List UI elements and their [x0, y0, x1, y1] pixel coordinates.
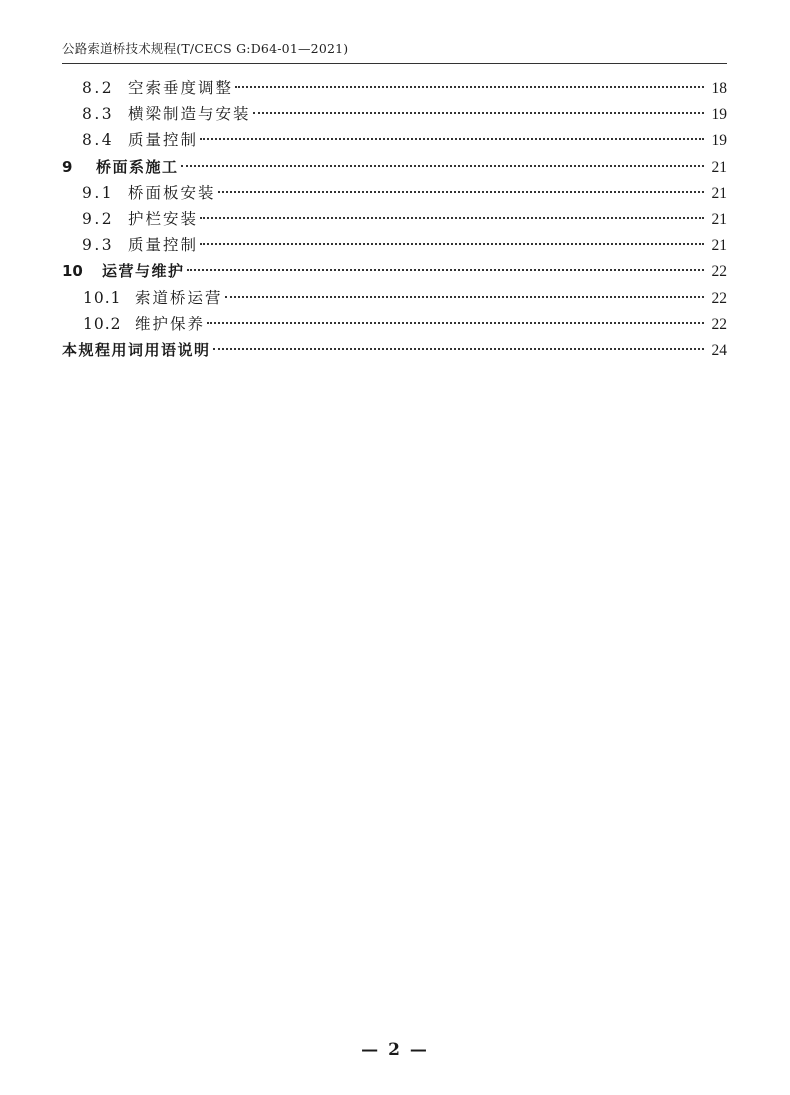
toc-chapter-page: 22	[711, 263, 727, 281]
toc-chapter-page: 21	[711, 158, 727, 176]
toc-entry-page: 21	[711, 210, 727, 228]
toc-entry-number: 9.2	[82, 209, 115, 228]
dot-leader	[213, 348, 704, 350]
page-number: — 2 —	[361, 1040, 429, 1060]
dot-leader	[218, 191, 704, 193]
toc-chapter-number: 9	[62, 157, 73, 176]
toc-entry-page: 21	[711, 237, 727, 255]
toc-entry-number: 9.1	[82, 183, 115, 202]
dot-leader	[181, 165, 704, 167]
dot-leader	[207, 322, 704, 324]
dot-leader	[253, 112, 704, 114]
toc-entry-10-2[interactable]	[62, 311, 727, 337]
toc-entry-title: 横梁制造与安装	[128, 105, 251, 124]
toc-entry-page: 19	[711, 106, 727, 124]
toc-entry-number: 8.4	[82, 131, 115, 150]
toc-entry-8-3[interactable]	[62, 101, 727, 127]
toc-entry-page: 18	[711, 80, 727, 97]
header-rule	[62, 63, 727, 64]
toc-entry-title: 质量控制	[128, 131, 199, 150]
toc-chapter-number: 10	[62, 262, 83, 281]
toc-entry-9-2[interactable]	[62, 206, 727, 232]
toc-entry-title: 维护保养	[135, 314, 206, 333]
toc-entry-title: 桥面板安装	[128, 183, 216, 202]
toc-entry-page: 21	[711, 184, 727, 202]
toc-entry-8-2[interactable]	[62, 75, 727, 101]
toc-chapter-9[interactable]	[62, 154, 727, 180]
toc-entry-title: 护栏安装	[128, 209, 199, 228]
toc-entry-terminology[interactable]	[62, 337, 727, 363]
toc-chapter-10[interactable]	[62, 258, 727, 284]
dot-leader	[187, 269, 704, 271]
toc-chapter-title: 运营与维护	[102, 262, 185, 281]
toc-entry-number: 10.1	[83, 288, 122, 307]
dot-leader	[200, 217, 704, 219]
toc-entry-number: 9.3	[82, 236, 115, 255]
running-header: 公路索道桥技术规程(T/CECS G:D64-01—2021)	[62, 41, 349, 56]
toc-chapter-title: 本规程用词用语说明	[62, 340, 211, 359]
toc-chapter-title: 桥面系施工	[96, 157, 179, 176]
dot-leader	[225, 296, 704, 298]
toc-entry-number: 8.2	[82, 79, 115, 97]
toc-entry-page: 22	[711, 315, 727, 333]
toc-entry-9-3[interactable]	[62, 232, 727, 258]
toc-entry-8-4[interactable]	[62, 127, 727, 153]
toc-entry-title: 索道桥运营	[135, 288, 223, 307]
toc-entry-page: 22	[711, 289, 727, 307]
table-of-contents	[62, 75, 727, 363]
dot-leader	[200, 138, 704, 140]
toc-entry-9-1[interactable]	[62, 180, 727, 206]
toc-entry-number: 10.2	[83, 314, 122, 333]
toc-entry-title: 质量控制	[128, 236, 199, 255]
toc-chapter-page: 24	[711, 341, 727, 359]
toc-entry-10-1[interactable]	[62, 285, 727, 311]
toc-entry-page: 19	[711, 132, 727, 150]
toc-entry-number: 8.3	[82, 105, 115, 124]
dot-leader	[200, 243, 704, 245]
dot-leader	[235, 86, 704, 88]
toc-entry-title: 空索垂度调整	[128, 79, 234, 97]
